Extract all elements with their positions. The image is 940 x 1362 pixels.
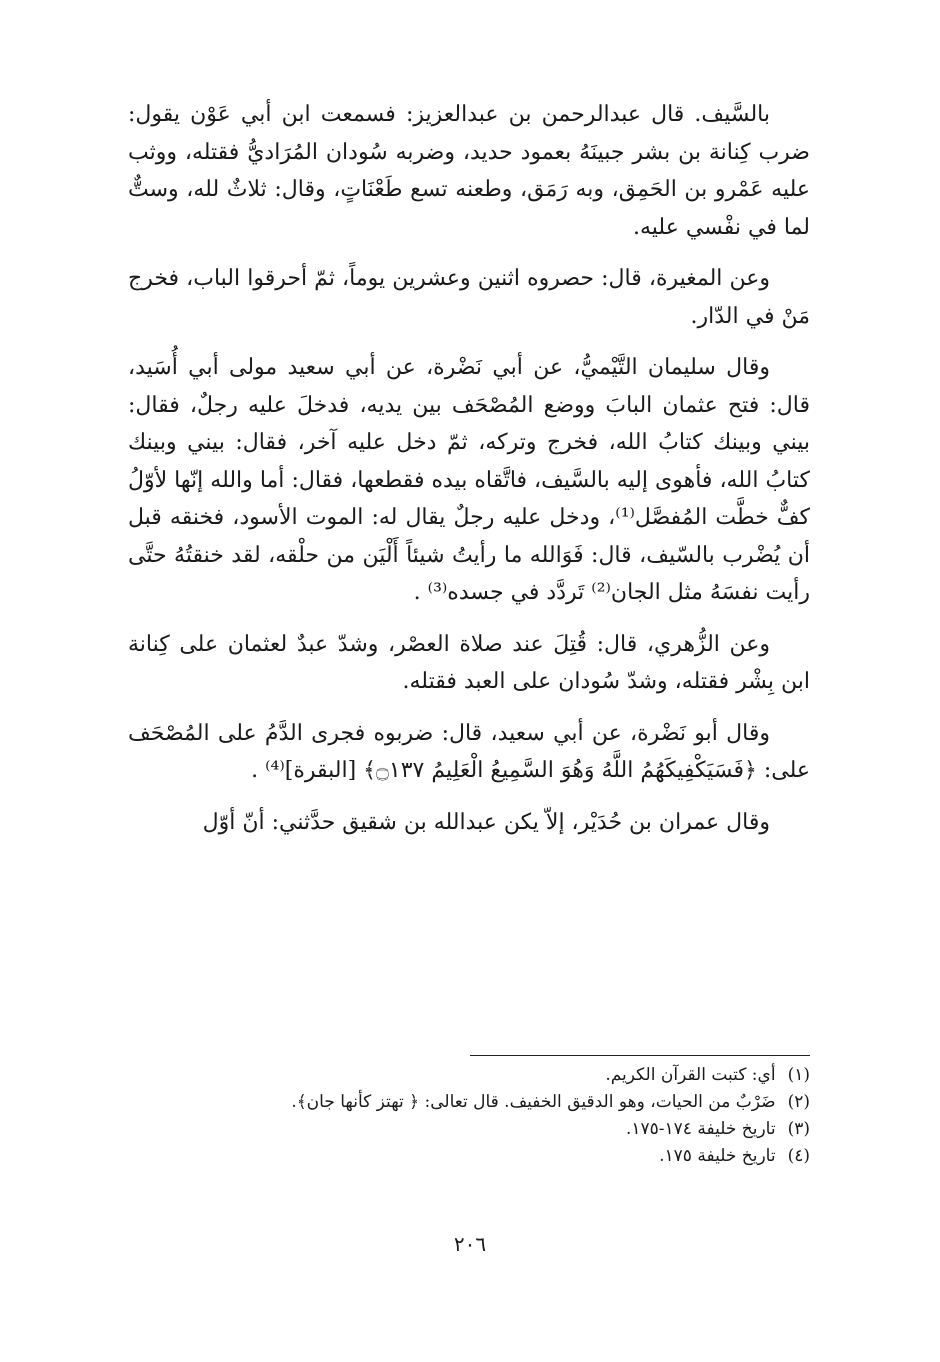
footnote-text: تاريخ خليفة ١٧٥. — [659, 1146, 776, 1166]
paragraph-5: وقال أبو نَضْرة، عن أبي سعيد، قال: ضربوه فجرى الدَّمُ على المُصْحَف على: ﴿فَسَيَكْفِيكَهُمُ اللَّهُ وَهُوَ السَّمِيعُ الْعَلِيمُ ۝١٣٧﴾ [البقرة]⁽⁴⁾ . — [128, 720, 810, 783]
footnote-number: (١) — [787, 1065, 810, 1085]
paragraph-1: بالسَّيف. قال عبدالرحمن بن عبدالعزيز: فسمعت ابن أبي عَوْن يقول: ضرب كِنانة بن بشر جبينَهُ بعمود حديد، وضربه سُودان المُرَاديُّ فقتله، ووثب عليه عَمْرو بن الحَمِق، وبه رَمَق، وطعنه تسع طَعْنَاتٍ، وقال: ثلاثٌ لله، وستٌّ لما في نفْسي عليه. — [128, 102, 810, 240]
footnotes — [291, 1055, 810, 1170]
paragraph-3: وقال سليمان التَّيْميُّ، عن أبي نَضْرة، عن أبي سعيد مولى أبي أُسَيد، قال: فتح عثمان البابَ ووضع المُصْحَف بين يديه، فدخلَ عليه رجلٌ، فقال: بيني وبينك كتابُ الله، فخرج وتركه، ثمّ دخل عليه آخر، فقال: بيني وبينك كتابُ الله، فأهوى إليه بالسَّيف، فاتَّقاه بيده فقطعها، فقال: أما والله إنّها لأوّلُ كفٌّ خطَّت المُفصَّل⁽¹⁾، ودخل عليه رجلٌ يقال له: الموت الأسود، فخنقه قبل أن يُضْرب بالسّيف، قال: فَوَالله ما رأيتُ شيئاً أَلْيَن من حلْقه، لقد خنقتُهُ حتَّى رأيت نفسَهُ مثل الجان⁽²⁾ تَردَّد في جسده⁽³⁾ . — [128, 355, 811, 605]
footnote-number: (٤) — [787, 1146, 810, 1166]
footnote-2 — [291, 1089, 810, 1116]
paragraph-4: وعن الزُّهري، قال: قُتِلَ عند صلاة العصْر، وشدّ عبدٌ لعثمان على كِنانة ابن بِشْر فقتله، وشدّ سُودان على العبد فقتله. — [128, 631, 810, 694]
paragraph-2: وعن المغيرة، قال: حصروه اثنين وعشرين يوماً، ثمّ أحرقوا الباب، فخرج مَنْ في الدّار. — [128, 266, 810, 329]
paragraph-6: وقال عمران بن حُدَيْر، إلاّ يكن عبدالله بن شقيق حدَّثني: أنّ أوّل — [202, 809, 770, 835]
page-number: ٢٠٦ — [453, 1232, 487, 1256]
footnote-1 — [470, 1062, 810, 1089]
footnote-number: (٢) — [787, 1092, 810, 1112]
footnote-text: ضَرْبٌ من الحيات، وهو الدقيق الخفيف. قال تعالى: ﴿ تهتز كأنها جان﴾. — [291, 1092, 776, 1112]
footnote-divider — [470, 1055, 810, 1056]
footnote-number: (٣) — [787, 1119, 810, 1139]
main-text — [128, 96, 810, 855]
footnote-text: أي: كتبت القرآن الكريم. — [605, 1065, 776, 1085]
footnote-text: تاريخ خليفة ١٧٤-١٧٥. — [625, 1119, 776, 1139]
footnote-3 — [470, 1116, 810, 1143]
footnote-4 — [470, 1143, 810, 1170]
